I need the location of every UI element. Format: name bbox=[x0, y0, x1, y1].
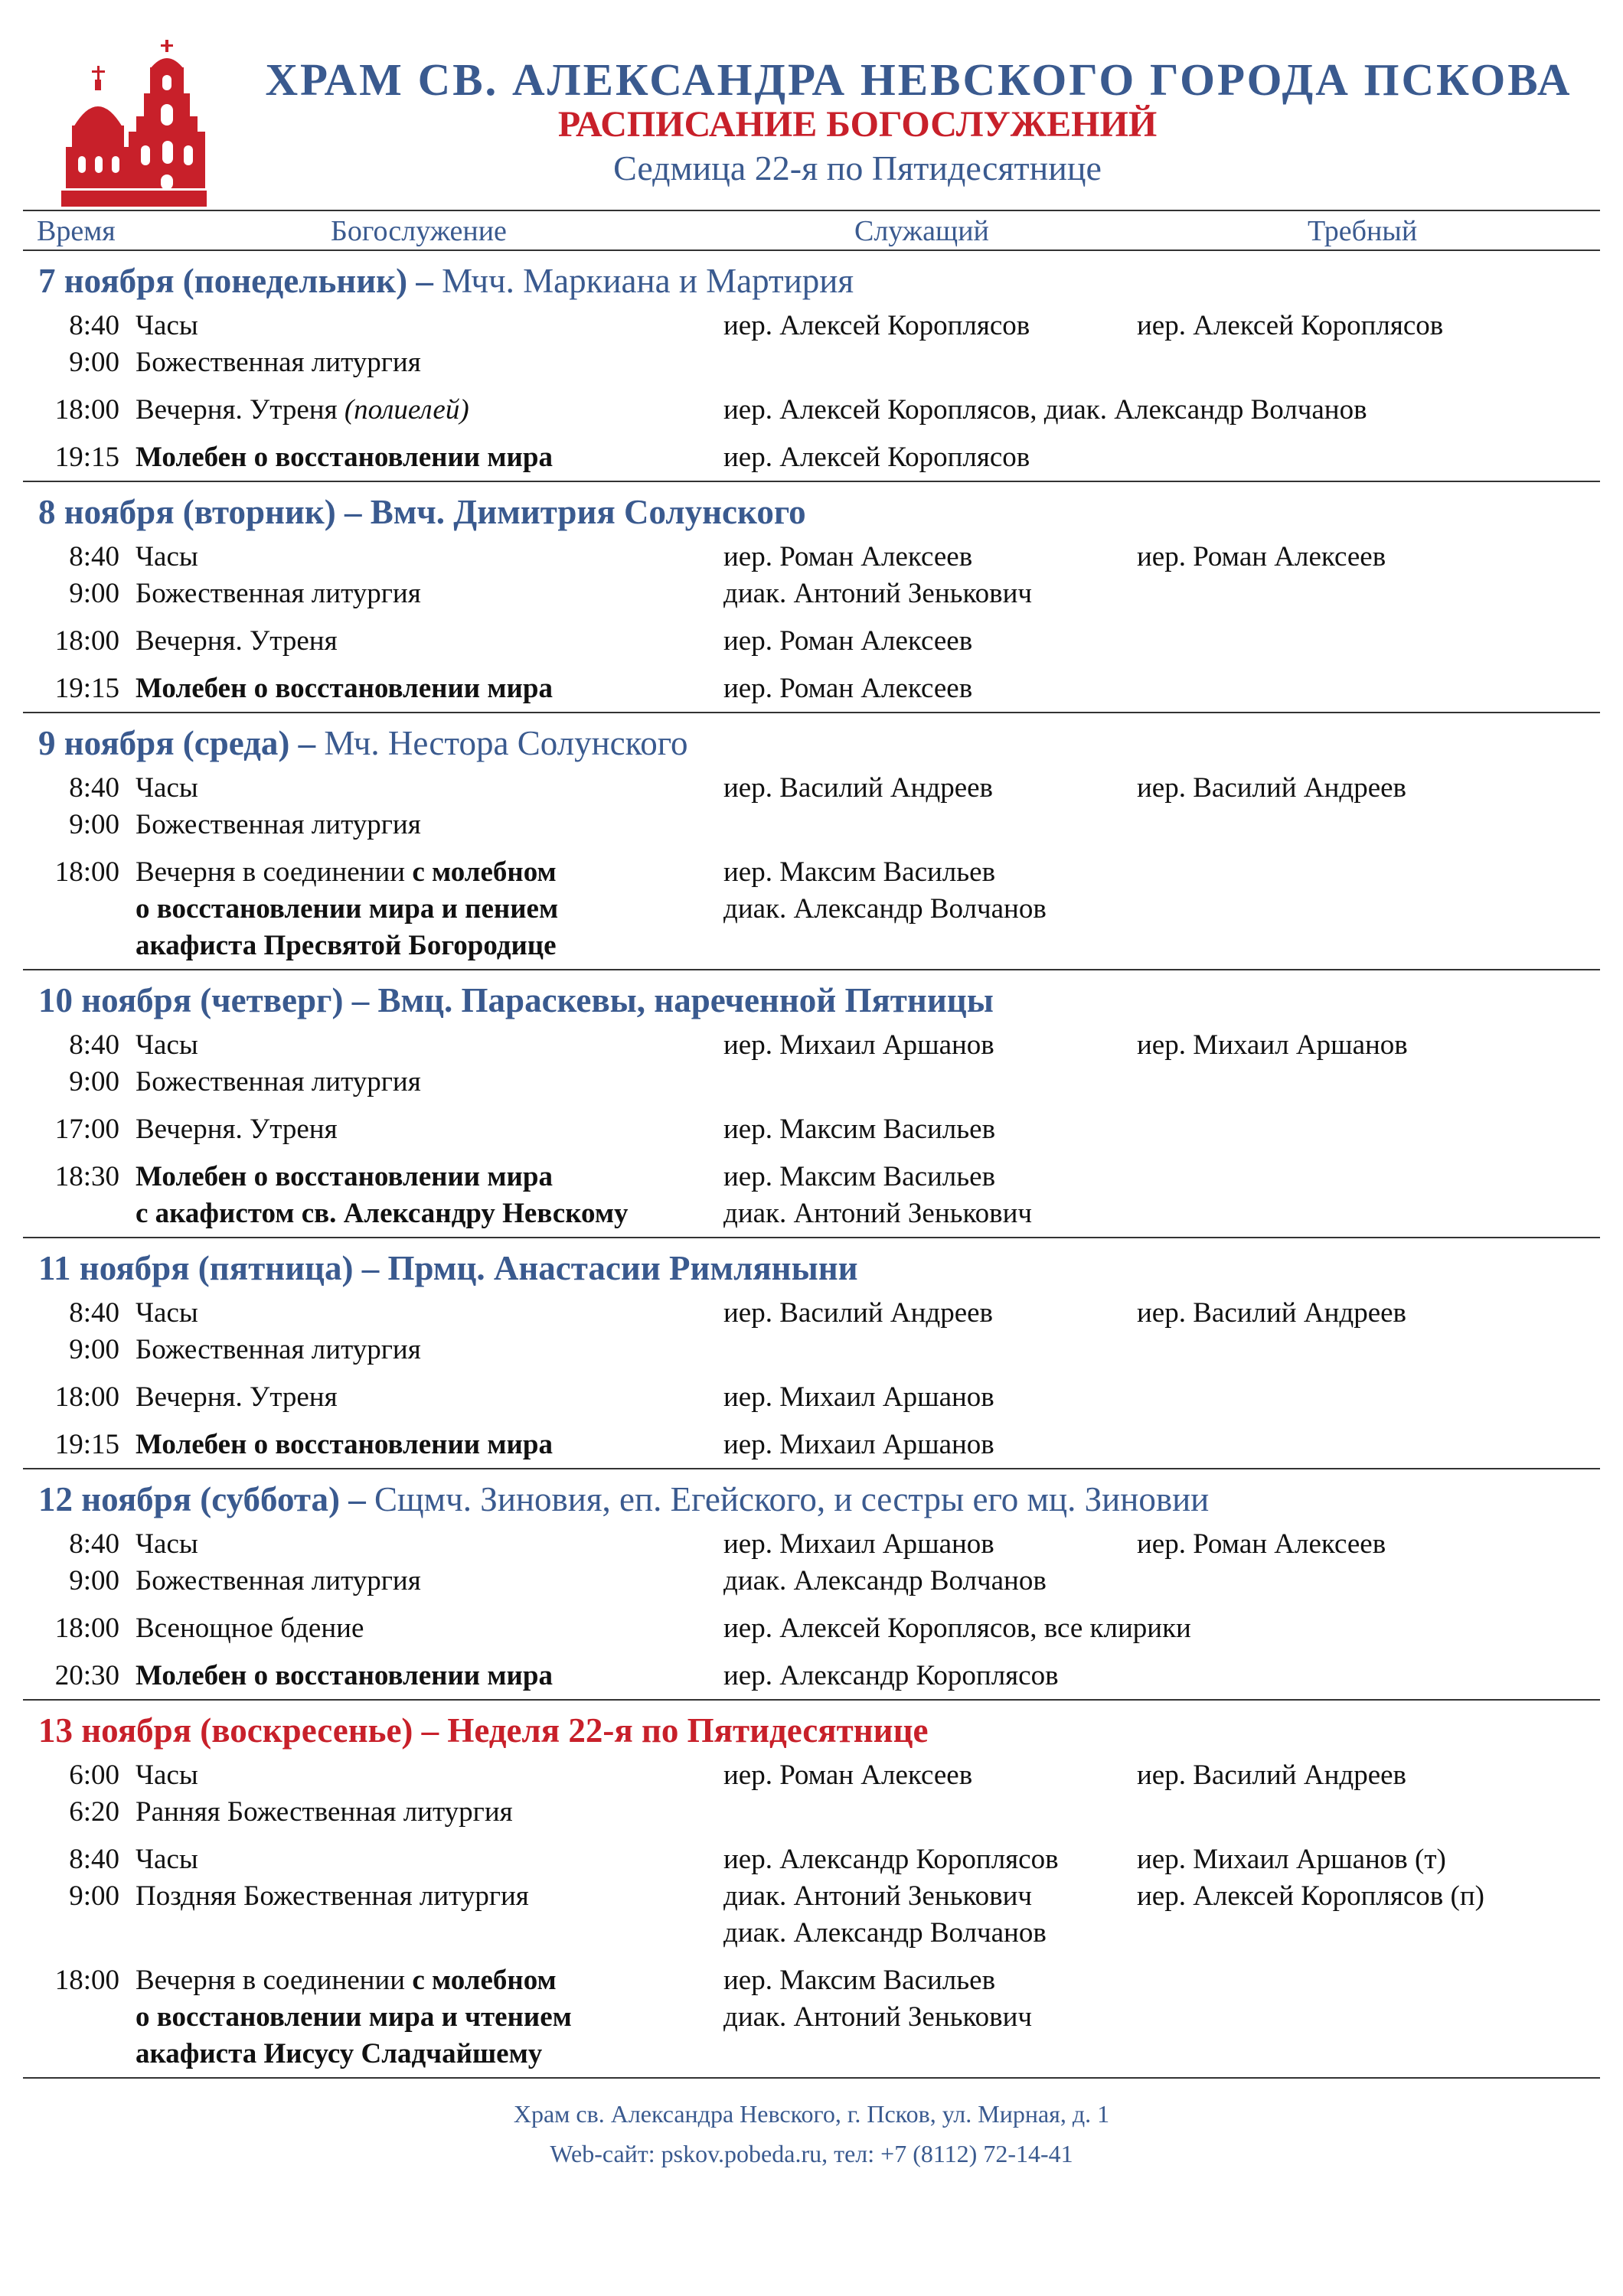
clergy-name: иер. Роман Алексеев bbox=[723, 1760, 973, 1791]
clergy-name: диак. Александр Волчанов bbox=[723, 1565, 1047, 1596]
day-feast: Мч. Нестора Солунского bbox=[324, 724, 688, 762]
clergy-name: иер. Михаил Аршанов bbox=[723, 1381, 994, 1413]
service-time: 9:00 bbox=[69, 1334, 119, 1365]
day-feast: Вмч. Димитрия Солунского bbox=[370, 493, 806, 531]
service-time: 9:00 bbox=[69, 809, 119, 840]
service-text: Вечерня. Утреня bbox=[136, 1114, 338, 1145]
service-group bbox=[23, 1962, 1600, 2073]
service-cell bbox=[136, 670, 723, 707]
clergy-name: иер. Михаил Аршанов bbox=[723, 1429, 994, 1460]
clergy-name: иер. Александр Короплясов bbox=[723, 1844, 1059, 1875]
days-list bbox=[23, 251, 1600, 2079]
service-line bbox=[136, 1841, 723, 1878]
service-line bbox=[136, 623, 723, 660]
service-group bbox=[23, 854, 1600, 964]
day-dash: – bbox=[335, 493, 371, 531]
day-title bbox=[38, 485, 1600, 539]
duty-cell bbox=[1137, 1658, 1600, 1694]
day-feast: Вмц. Параскевы, нареченной Пятницы bbox=[377, 981, 994, 1019]
service-line bbox=[136, 1427, 723, 1463]
duty-priest: иер. Михаил Аршанов (т) bbox=[1137, 1844, 1446, 1875]
duty-cell bbox=[1137, 1111, 1600, 1148]
service-text: Часы bbox=[136, 1029, 198, 1061]
service-text: Вечерня. Утреня bbox=[136, 1381, 338, 1413]
time-cell bbox=[23, 1757, 136, 1831]
service-time: 20:30 bbox=[54, 1660, 119, 1691]
duty-cell bbox=[1137, 1427, 1600, 1463]
clergy-name: иер. Максим Васильев bbox=[723, 856, 996, 888]
time-cell bbox=[23, 623, 136, 660]
service-time: 8:40 bbox=[69, 310, 119, 341]
clergy-cell bbox=[723, 1526, 1137, 1600]
service-time: 18:00 bbox=[54, 856, 119, 888]
service-text: Божественная литургия bbox=[136, 1565, 421, 1596]
service-bold-text: с акафистом св. Александру Невскому bbox=[136, 1198, 629, 1229]
service-time: 18:00 bbox=[54, 1965, 119, 1996]
service-group bbox=[23, 1658, 1600, 1694]
service-time: 18:00 bbox=[54, 1381, 119, 1413]
clergy-name: иер. Василий Андреев bbox=[723, 772, 994, 804]
service-line bbox=[136, 308, 723, 344]
clergy-name: иер. Михаил Аршанов bbox=[723, 1029, 994, 1061]
service-time: 19:15 bbox=[54, 1429, 119, 1460]
service-group bbox=[23, 1295, 1600, 1368]
service-cell bbox=[136, 770, 723, 843]
duty-cell bbox=[1137, 439, 1600, 476]
day-dash: – bbox=[413, 1711, 448, 1750]
clergy-cell bbox=[723, 670, 1137, 707]
service-line bbox=[136, 1658, 723, 1694]
service-cell bbox=[136, 392, 723, 429]
header-rule-top bbox=[23, 210, 1600, 211]
service-bold-text: Молебен о восстановлении мира bbox=[136, 1429, 553, 1460]
duty-cell bbox=[1137, 1027, 1600, 1101]
service-cell bbox=[136, 1610, 723, 1647]
service-text: Божественная литургия bbox=[136, 578, 421, 609]
day-dash: – bbox=[340, 1480, 375, 1518]
clergy-name: иер. Василий Андреев bbox=[723, 1297, 994, 1329]
service-time: 8:40 bbox=[69, 1297, 119, 1329]
service-time: 9:00 bbox=[69, 347, 119, 378]
column-header-clergy: Служащий bbox=[854, 215, 989, 247]
service-bold-text: Молебен о восстановлении мира bbox=[136, 673, 553, 704]
service-time: 19:15 bbox=[54, 442, 119, 473]
service-group bbox=[23, 1610, 1600, 1647]
service-bold-text: Молебен о восстановлении мира bbox=[136, 1660, 553, 1691]
time-cell bbox=[23, 1027, 136, 1101]
service-cell bbox=[136, 1159, 723, 1232]
day-title bbox=[38, 1241, 1600, 1295]
service-time: 18:00 bbox=[54, 1613, 119, 1644]
time-cell bbox=[23, 854, 136, 964]
service-time: 18:30 bbox=[54, 1161, 119, 1192]
day-date: 10 ноября (четверг) bbox=[38, 981, 344, 1019]
duty-cell bbox=[1137, 1295, 1600, 1368]
day-feast: Сщмч. Зиновия, еп. Егейского, и сестры его мц. Зиновии bbox=[374, 1480, 1210, 1518]
service-line bbox=[136, 670, 723, 707]
service-line bbox=[136, 1379, 723, 1416]
service-text: Поздняя Божественная литургия bbox=[136, 1880, 529, 1912]
service-text: Часы bbox=[136, 1528, 198, 1560]
service-group bbox=[23, 623, 1600, 660]
time-cell bbox=[23, 392, 136, 429]
day-title bbox=[38, 1473, 1600, 1526]
time-cell bbox=[23, 1379, 136, 1416]
service-line bbox=[136, 1159, 723, 1195]
day-date: 9 ноября (среда) bbox=[38, 724, 290, 762]
duty-cell bbox=[1137, 854, 1600, 964]
service-line bbox=[136, 1563, 723, 1600]
column-header-time: Время bbox=[37, 215, 116, 247]
time-cell bbox=[23, 1841, 136, 1952]
clergy-cell bbox=[723, 439, 1137, 476]
time-cell bbox=[23, 670, 136, 707]
service-cell bbox=[136, 1757, 723, 1831]
service-text: Божественная литургия bbox=[136, 809, 421, 840]
service-cell bbox=[136, 623, 723, 660]
service-text: Часы bbox=[136, 772, 198, 804]
clergy-name: диак. Антоний Зенькович bbox=[723, 1198, 1032, 1229]
service-line bbox=[136, 1757, 723, 1794]
service-line bbox=[136, 1962, 723, 1999]
duty-priest: иер. Алексей Короплясов (п) bbox=[1137, 1880, 1484, 1912]
day-title bbox=[38, 254, 1600, 308]
day-section bbox=[23, 251, 1600, 482]
service-bold-text: акафиста Пресвятой Богородице bbox=[136, 930, 557, 961]
day-section bbox=[23, 1701, 1600, 2079]
church-icon bbox=[61, 40, 207, 207]
column-header-duty: Требный bbox=[1308, 215, 1418, 247]
day-date: 13 ноября (воскресенье) bbox=[38, 1711, 413, 1750]
service-group bbox=[23, 539, 1600, 612]
duty-cell bbox=[1137, 1379, 1600, 1416]
day-feast: Мчч. Маркиана и Мартирия bbox=[442, 262, 854, 300]
duty-cell bbox=[1137, 770, 1600, 843]
clergy-name: иер. Алексей Короплясов, диак. Александр Волчанов bbox=[723, 394, 1367, 426]
day-dash: – bbox=[353, 1249, 388, 1287]
day-date: 8 ноября (вторник) bbox=[38, 493, 336, 531]
duty-priest: иер. Василий Андреев bbox=[1137, 1297, 1407, 1329]
clergy-cell bbox=[723, 539, 1137, 612]
service-text: Часы bbox=[136, 1297, 198, 1329]
duty-priest: иер. Михаил Аршанов bbox=[1137, 1029, 1408, 1061]
service-cell bbox=[136, 1841, 723, 1952]
service-time: 19:15 bbox=[54, 673, 119, 704]
service-line bbox=[136, 854, 723, 891]
clergy-name: диак. Антоний Зенькович bbox=[723, 1880, 1032, 1912]
service-cell bbox=[136, 1111, 723, 1148]
clergy-name: диак. Антоний Зенькович bbox=[723, 578, 1032, 609]
service-time: 6:00 bbox=[69, 1760, 119, 1791]
duty-cell bbox=[1137, 623, 1600, 660]
service-line bbox=[136, 807, 723, 843]
service-line bbox=[136, 891, 723, 928]
service-cell bbox=[136, 439, 723, 476]
duty-cell bbox=[1137, 1841, 1600, 1952]
duty-priest: иер. Роман Алексеев bbox=[1137, 1528, 1386, 1560]
service-group bbox=[23, 1027, 1600, 1101]
service-time: 8:40 bbox=[69, 541, 119, 572]
duty-priest: иер. Алексей Короплясов bbox=[1137, 310, 1444, 341]
service-text: Часы bbox=[136, 1844, 198, 1875]
service-text: Божественная литургия bbox=[136, 1334, 421, 1365]
day-dash: – bbox=[343, 981, 378, 1019]
day-title bbox=[38, 716, 1600, 770]
service-cell bbox=[136, 1379, 723, 1416]
service-cell bbox=[136, 1962, 723, 2073]
time-cell bbox=[23, 308, 136, 381]
footer-contacts: Web-сайт: pskov.pobeda.ru, тел: +7 (8112) 72-14-41 bbox=[550, 2140, 1073, 2167]
service-bold-text: акафиста Иисусу Сладчайшему bbox=[136, 2038, 543, 2069]
clergy-name: иер. Максим Васильев bbox=[723, 1114, 996, 1145]
service-cell bbox=[136, 539, 723, 612]
service-time: 9:00 bbox=[69, 578, 119, 609]
service-time: 8:40 bbox=[69, 1029, 119, 1061]
clergy-name: иер. Роман Алексеев bbox=[723, 625, 973, 657]
clergy-cell bbox=[723, 1111, 1137, 1148]
service-text: Часы bbox=[136, 310, 198, 341]
clergy-cell bbox=[723, 854, 1137, 964]
duty-cell bbox=[1137, 308, 1600, 381]
service-line bbox=[136, 1195, 723, 1232]
service-group bbox=[23, 308, 1600, 381]
service-group bbox=[23, 1841, 1600, 1952]
duty-cell bbox=[1137, 1526, 1600, 1600]
service-line bbox=[136, 1610, 723, 1647]
service-line bbox=[136, 344, 723, 381]
service-group bbox=[23, 670, 1600, 707]
duty-priest: иер. Василий Андреев bbox=[1137, 772, 1407, 804]
service-group bbox=[23, 1757, 1600, 1831]
service-line bbox=[136, 928, 723, 964]
service-bold-text: Молебен о восстановлении мира bbox=[136, 1161, 553, 1192]
service-text: Ранняя Божественная литургия bbox=[136, 1796, 513, 1828]
service-text: Часы bbox=[136, 1760, 198, 1791]
service-cell bbox=[136, 1658, 723, 1694]
clergy-cell bbox=[723, 1159, 1137, 1232]
service-line bbox=[136, 1878, 723, 1915]
clergy-cell bbox=[723, 1610, 1191, 1647]
church-title: ХРАМ СВ. АЛЕКСАНДРА НЕВСКОГО ГОРОДА ПСКОВА bbox=[265, 54, 1572, 105]
service-text: Божественная литургия bbox=[136, 347, 421, 378]
service-bold-text: о восстановлении мира и пением bbox=[136, 893, 559, 925]
service-time: 6:20 bbox=[69, 1796, 119, 1828]
service-text: Божественная литургия bbox=[136, 1066, 421, 1097]
time-cell bbox=[23, 1295, 136, 1368]
clergy-name: диак. Александр Волчанов bbox=[723, 893, 1047, 925]
service-text: Вечерня в соединении bbox=[136, 856, 413, 888]
footer-address: Храм св. Александра Невского, г. Псков, ул. Мирная, д. 1 bbox=[513, 2100, 1110, 2128]
clergy-cell bbox=[723, 308, 1137, 381]
time-cell bbox=[23, 770, 136, 843]
service-cell bbox=[136, 1027, 723, 1101]
service-line bbox=[136, 770, 723, 807]
service-group bbox=[23, 439, 1600, 476]
day-section bbox=[23, 713, 1600, 970]
service-line bbox=[136, 1999, 723, 2036]
service-text: Вечерня. Утреня bbox=[136, 394, 345, 426]
service-bold-text: с молебном bbox=[412, 856, 557, 888]
time-cell bbox=[23, 1427, 136, 1463]
service-group bbox=[23, 1526, 1600, 1600]
time-cell bbox=[23, 1962, 136, 2073]
service-text: Всенощное бдение bbox=[136, 1613, 364, 1644]
clergy-cell bbox=[723, 1757, 1137, 1831]
duty-cell bbox=[1137, 392, 1600, 429]
time-cell bbox=[23, 1111, 136, 1148]
time-cell bbox=[23, 1658, 136, 1694]
week-title: Седмица 22-я по Пятидесятнице bbox=[613, 148, 1102, 188]
clergy-cell bbox=[723, 392, 1367, 429]
service-line bbox=[136, 392, 723, 429]
service-time: 17:00 bbox=[54, 1114, 119, 1145]
duty-cell bbox=[1137, 670, 1600, 707]
duty-cell bbox=[1137, 1610, 1600, 1647]
service-cell bbox=[136, 1295, 723, 1368]
clergy-cell bbox=[723, 1379, 1137, 1416]
clergy-name: иер. Роман Алексеев bbox=[723, 673, 973, 704]
service-line bbox=[136, 1027, 723, 1064]
service-cell bbox=[136, 1427, 723, 1463]
clergy-name: иер. Роман Алексеев bbox=[723, 541, 973, 572]
clergy-cell bbox=[723, 1027, 1137, 1101]
service-line bbox=[136, 439, 723, 476]
clergy-name: иер. Михаил Аршанов bbox=[723, 1528, 994, 1560]
duty-priest: иер. Роман Алексеев bbox=[1137, 541, 1386, 572]
service-group bbox=[23, 1427, 1600, 1463]
service-bold-text: Молебен о восстановлении мира bbox=[136, 442, 553, 473]
day-section bbox=[23, 1469, 1600, 1701]
service-line bbox=[136, 1526, 723, 1563]
service-time: 9:00 bbox=[69, 1880, 119, 1912]
service-group bbox=[23, 1379, 1600, 1416]
clergy-cell bbox=[723, 623, 1137, 660]
service-group bbox=[23, 1159, 1600, 1232]
duty-cell bbox=[1137, 1962, 1600, 2073]
day-date: 11 ноября (пятница) bbox=[38, 1249, 354, 1287]
day-title bbox=[38, 1704, 1600, 1757]
service-cell bbox=[136, 854, 723, 964]
clergy-cell bbox=[723, 1295, 1137, 1368]
day-date: 12 ноября (суббота) bbox=[38, 1480, 341, 1518]
service-line bbox=[136, 2036, 723, 2073]
service-group bbox=[23, 1111, 1600, 1148]
column-header-service: Богослужение bbox=[331, 215, 507, 247]
service-note: (полиелей) bbox=[344, 394, 469, 426]
duty-cell bbox=[1137, 539, 1600, 612]
duty-cell bbox=[1137, 1159, 1600, 1232]
clergy-name: диак. Александр Волчанов bbox=[723, 1917, 1047, 1949]
day-section bbox=[23, 1238, 1600, 1469]
service-line bbox=[136, 539, 723, 576]
clergy-cell bbox=[723, 1962, 1137, 2073]
service-line bbox=[136, 1064, 723, 1101]
service-time: 9:00 bbox=[69, 1066, 119, 1097]
day-feast: Прмц. Анастасии Римляныни bbox=[387, 1249, 858, 1287]
service-time: 8:40 bbox=[69, 1528, 119, 1560]
service-line bbox=[136, 1295, 723, 1332]
service-bold-text: о восстановлении мира и чтением bbox=[136, 2001, 572, 2033]
clergy-cell bbox=[723, 1841, 1137, 1952]
service-text: Часы bbox=[136, 541, 198, 572]
service-time: 18:00 bbox=[54, 394, 119, 426]
service-line bbox=[136, 576, 723, 612]
service-cell bbox=[136, 308, 723, 381]
clergy-cell bbox=[723, 1658, 1137, 1694]
service-text: Вечерня. Утреня bbox=[136, 625, 338, 657]
service-time: 8:40 bbox=[69, 1844, 119, 1875]
time-cell bbox=[23, 1159, 136, 1232]
day-dash: – bbox=[407, 262, 442, 300]
clergy-name: диак. Антоний Зенькович bbox=[723, 2001, 1032, 2033]
time-cell bbox=[23, 1610, 136, 1647]
service-bold-text: с молебном bbox=[412, 1965, 557, 1996]
day-date: 7 ноября (понедельник) bbox=[38, 262, 408, 300]
time-cell bbox=[23, 539, 136, 612]
clergy-name: иер. Максим Васильев bbox=[723, 1965, 996, 1996]
clergy-name: иер. Алексей Короплясов bbox=[723, 442, 1030, 473]
duty-priest: иер. Василий Андреев bbox=[1137, 1760, 1407, 1791]
day-section bbox=[23, 970, 1600, 1238]
day-title bbox=[38, 974, 1600, 1027]
service-time: 9:00 bbox=[69, 1565, 119, 1596]
time-cell bbox=[23, 439, 136, 476]
service-group bbox=[23, 770, 1600, 843]
service-time: 18:00 bbox=[54, 625, 119, 657]
clergy-name: иер. Александр Короплясов bbox=[723, 1660, 1059, 1691]
clergy-cell bbox=[723, 1427, 1137, 1463]
clergy-name: иер. Максим Васильев bbox=[723, 1161, 996, 1192]
service-group bbox=[23, 392, 1600, 429]
service-line bbox=[136, 1794, 723, 1831]
service-line bbox=[136, 1332, 723, 1368]
time-cell bbox=[23, 1526, 136, 1600]
service-cell bbox=[136, 1526, 723, 1600]
service-text: Вечерня в соединении bbox=[136, 1965, 413, 1996]
day-section bbox=[23, 482, 1600, 713]
service-time: 8:40 bbox=[69, 772, 119, 804]
service-line bbox=[136, 1111, 723, 1148]
schedule-title: РАСПИСАНИЕ БОГОСЛУЖЕНИЙ bbox=[557, 104, 1158, 145]
clergy-name: иер. Алексей Короплясов bbox=[723, 310, 1030, 341]
duty-cell bbox=[1137, 1757, 1600, 1831]
day-dash: – bbox=[289, 724, 325, 762]
clergy-cell bbox=[723, 770, 1137, 843]
clergy-name: иер. Алексей Короплясов, все клирики bbox=[723, 1613, 1191, 1644]
day-feast: Неделя 22-я по Пятидесятнице bbox=[447, 1711, 929, 1750]
